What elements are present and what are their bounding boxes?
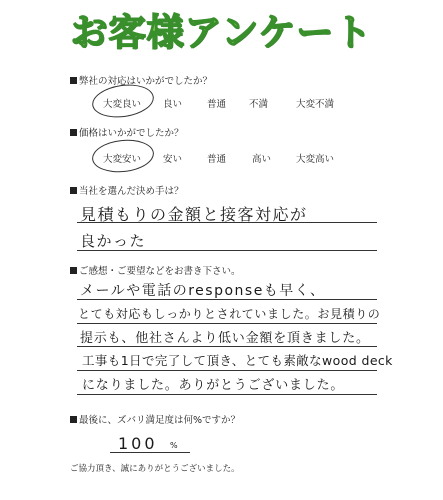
comments-line-3: 提示も、他社さんより低い金額を頂きました。: [80, 331, 370, 346]
satisfaction-unit: %: [170, 441, 178, 450]
price-selected-circle: [90, 137, 155, 175]
question-reason-label: 当社を選んだ決め手は？: [79, 186, 184, 197]
answer-rule: [77, 222, 377, 223]
comments-line-2: とても対応もしっかりとされていました。お見積りの: [78, 307, 381, 321]
comments-line-1: メールや電話のresponseも早く、: [80, 283, 326, 299]
comments-line-5: になりました。ありがとうございました。: [82, 378, 345, 393]
answer-rule: [77, 370, 377, 371]
service-option-1[interactable]: 大変良い: [103, 99, 142, 110]
service-option-3[interactable]: 普通: [207, 99, 227, 110]
answer-rule: [77, 323, 377, 324]
bullet-square-icon: [70, 416, 77, 423]
question-satisfaction-label: 最後に、ズバリ満足度は何%ですか？: [79, 415, 241, 426]
reason-answer-line-1: 見積もりの金額と接客対応が: [80, 205, 308, 224]
bullet-square-icon: [70, 129, 77, 136]
question-satisfaction: [70, 415, 240, 427]
satisfaction-value: 100: [118, 434, 158, 453]
price-option-5[interactable]: 大変高い: [296, 154, 335, 165]
bullet-square-icon: [70, 187, 77, 194]
question-price-label: 価格はいかがでしたか？: [79, 128, 184, 139]
price-option-3[interactable]: 普通: [207, 154, 227, 165]
question-comments: [70, 266, 241, 278]
answer-rule: [77, 250, 377, 251]
comments-line-4: 工事も1日で完了して頂き、とても素敵なwood deck: [82, 353, 393, 368]
question-price: [70, 128, 184, 140]
price-option-4[interactable]: 高い: [252, 154, 272, 165]
service-option-4[interactable]: 不満: [249, 99, 269, 110]
reason-answer-line-2: 良かった: [80, 232, 147, 250]
price-option-1[interactable]: 大変安い: [103, 154, 142, 165]
satisfaction-rule: [110, 452, 190, 453]
service-options: [0, 96, 443, 110]
question-service-label: 弊社の対応はいかがでしたか？: [79, 76, 213, 87]
bullet-square-icon: [70, 267, 77, 274]
bullet-square-icon: [70, 77, 77, 84]
question-comments-label: ご感想・ご要望などをお書き下さい。: [79, 266, 241, 277]
answer-rule: [77, 394, 377, 395]
answer-rule: [77, 346, 377, 347]
price-option-2[interactable]: 安い: [163, 154, 183, 165]
service-option-2[interactable]: 良い: [163, 99, 183, 110]
answer-rule: [77, 299, 377, 300]
thank-you-footer: ご協力頂き、誠にありがとうございました。: [70, 464, 240, 474]
price-options: [0, 151, 443, 165]
service-option-5[interactable]: 大変不満: [296, 99, 335, 110]
survey-title: お客様アンケート: [70, 11, 373, 54]
question-reason: [70, 186, 184, 198]
